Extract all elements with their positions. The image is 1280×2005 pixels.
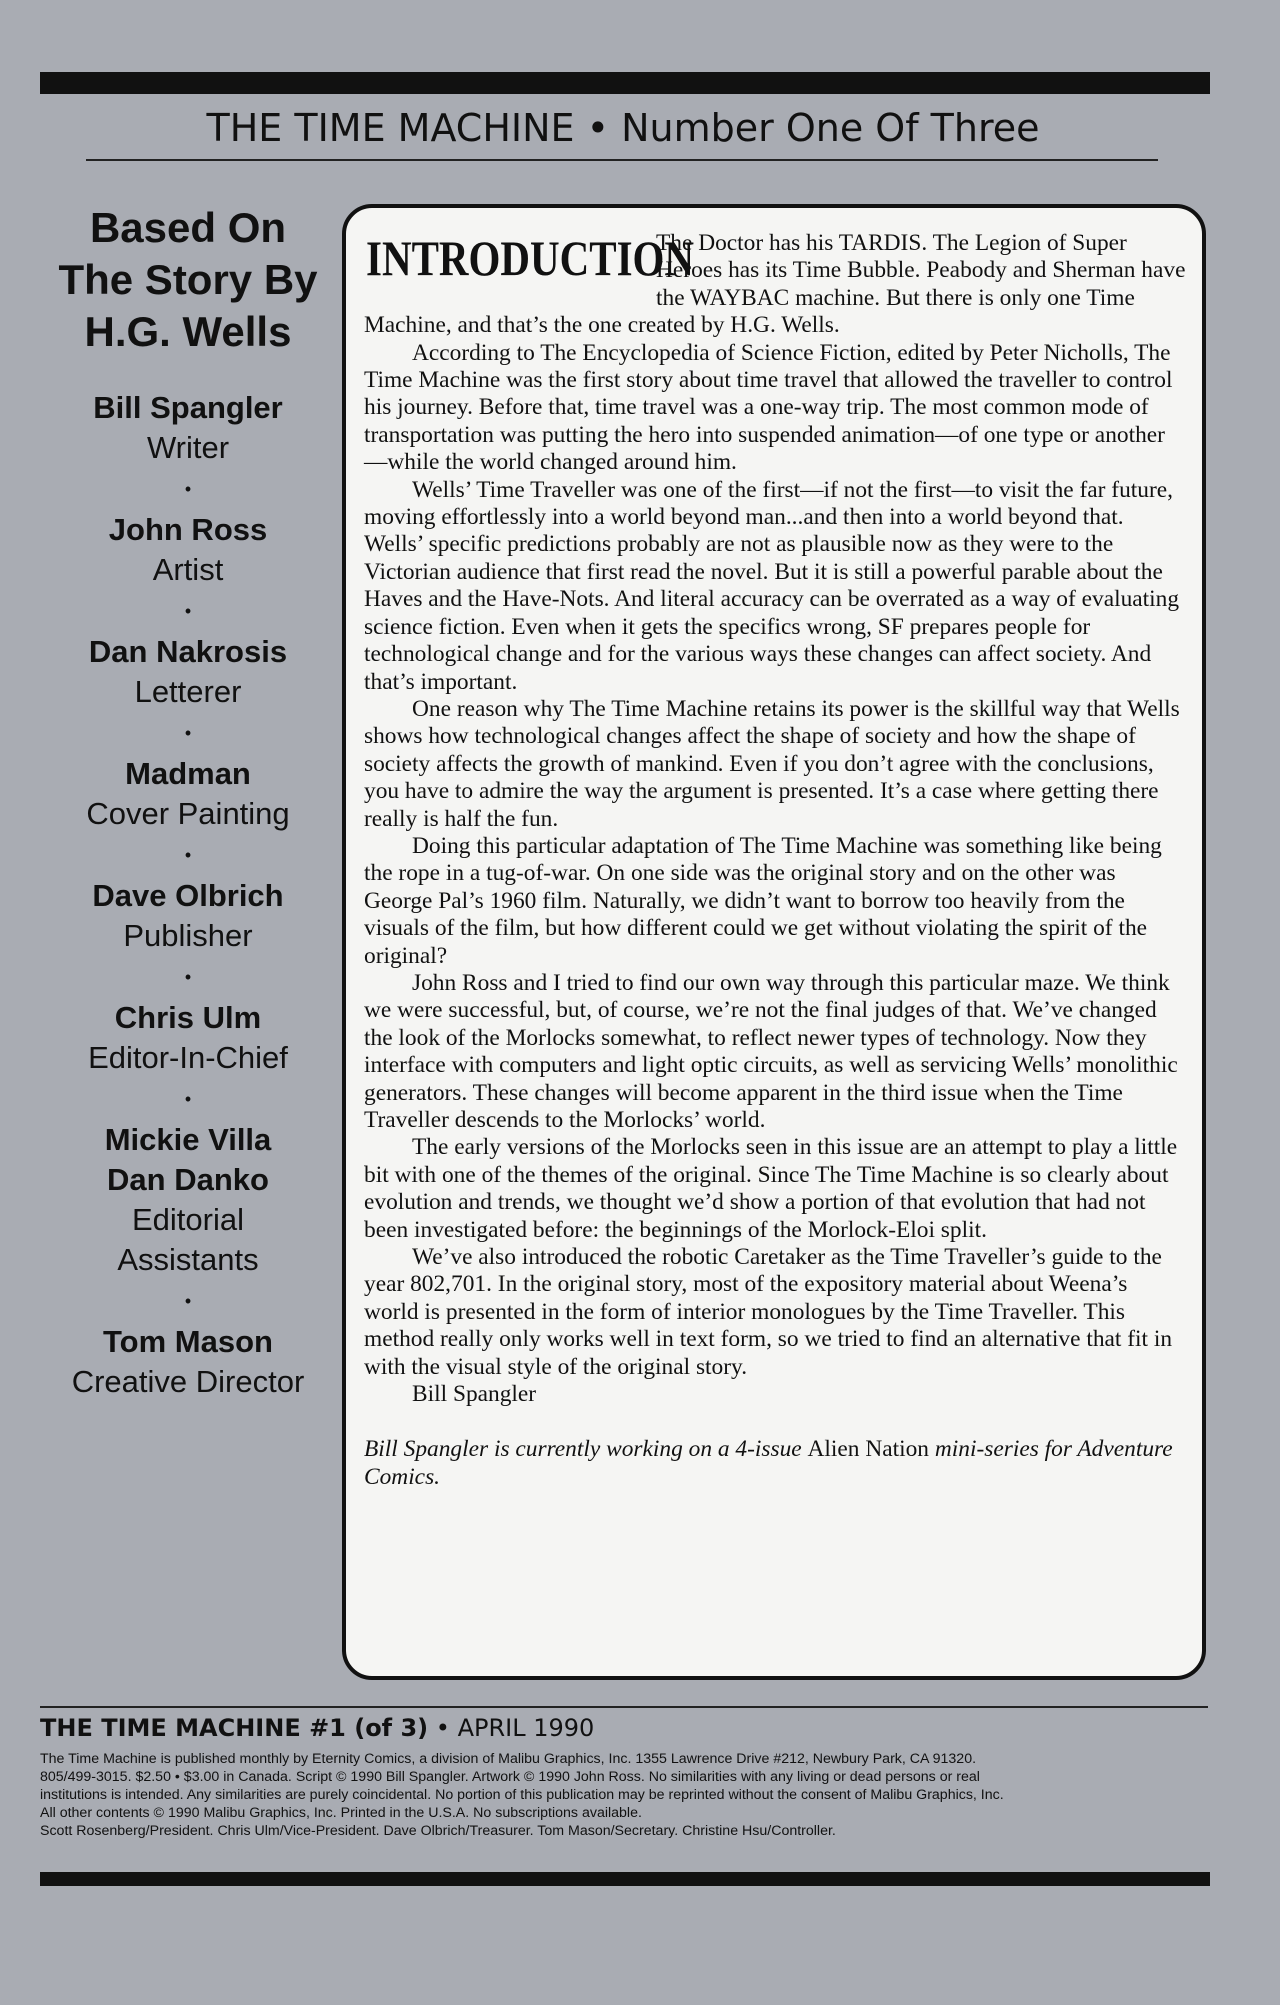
credit-entry xyxy=(38,876,338,956)
credit-name: Dan Nakrosis xyxy=(88,634,288,669)
credit-name: Tom Mason xyxy=(103,1324,273,1359)
credit-list xyxy=(38,388,338,1402)
intro-paragraph: Doing this particular adaptation of The Time Machine was something like being the rope in a tug-of-war. On one side was the original story and on the other was George Pal’s 1960 film. Naturally, we didn’t want to borrow too heavily from the visuals of the film, but how different could we get without violating the spirit of the original? xyxy=(364,832,1162,969)
top-bar xyxy=(40,72,1210,94)
credit-entry xyxy=(38,998,338,1078)
credit-role: Editorial xyxy=(132,1202,244,1237)
author-note xyxy=(364,1436,1186,1491)
based-on-line: Based On xyxy=(89,204,287,251)
header-divider xyxy=(86,159,1158,161)
bullet-separator: • xyxy=(184,1089,192,1109)
intro-paragraph: The early versions of the Morlocks seen in this issue are an attempt to play a little bit with one of the themes of the original. Since The Time Machine is so clearly about evolution and trends, we thought we’d show a portion of that evolution that had not been investigated before: the beginnings of the Morlock-Eloi split. xyxy=(364,1134,1178,1243)
credit-name: Dave Olbrich xyxy=(92,878,284,913)
credit-name: Chris Ulm xyxy=(114,1000,262,1035)
issue-name: THE TIME MACHINE #1 (of 3) xyxy=(40,1714,429,1742)
issue-date: • APRIL 1990 xyxy=(428,1714,595,1742)
credit-entry xyxy=(38,754,338,834)
credit-name: Dan Danko xyxy=(107,1162,269,1197)
credit-entry xyxy=(38,388,338,468)
series-title: Alien Nation xyxy=(807,1436,930,1463)
credit-role: Assistants xyxy=(117,1242,259,1277)
credit-role: Cover Painting xyxy=(86,796,290,831)
introduction-heading: INTRODUCTION xyxy=(366,230,695,286)
bullet-separator: • xyxy=(184,967,192,987)
credit-role: Artist xyxy=(152,552,224,587)
bullet-separator: • xyxy=(184,479,192,499)
bottom-bar xyxy=(40,1872,1210,1886)
credit-entry xyxy=(38,1120,338,1280)
bullet-separator: • xyxy=(184,723,192,743)
indicia-line: The Time Machine is published monthly by Eternity Comics, a division of Malibu Graphics, Inc. 1355 Lawrence Drive #212, Newbury Park, CA 91320. xyxy=(40,1751,977,1767)
indicia-line: 805/499-3015. $2.50 • $3.00 in Canada. Script © 1990 Bill Spangler. Artwork © 1990 John Ross. No similarities with any living or dead persons or real xyxy=(40,1769,980,1785)
based-on-line: The Story By xyxy=(58,256,318,303)
intro-paragraph: John Ross and I tried to find our own way through this particular maze. We think we were successful, but, of course, we’re not the final judges of that. We’ve changed the look of the Morlocks somewhat, to reflect newer types of technology. Now they interface with computers and light optic circuits, as well as servicing Wells’ monolithic generators. These changes will become apparent in the third issue when the Time Traveller descends to the Morlocks’ world. xyxy=(364,969,1178,1133)
credit-name: Bill Spangler xyxy=(93,390,283,425)
author-note-text: Bill Spangler is currently working on a 4-issue xyxy=(364,1436,802,1463)
intro-paragraph: According to The Encyclopedia of Science Fiction, edited by Peter Nicholls, The Time Machine was the first story about time travel that allowed the traveller to control his journey. Before that, time travel was a one-way trip. The most common mode of transportation was putting the hero into suspended animation—of one type or another—while the world changed around him. xyxy=(364,339,1173,476)
credits-column xyxy=(38,202,338,1402)
indicia-line: All other contents © 1990 Malibu Graphics, Inc. Printed in the U.S.A. No subscriptions available. xyxy=(40,1805,642,1821)
author-signature: Bill Spangler xyxy=(412,1381,537,1408)
author-note-text: mini-series for Adventure Comics. xyxy=(364,1436,1173,1490)
credit-role: Letterer xyxy=(134,674,242,709)
bullet-separator: • xyxy=(184,601,192,621)
credit-role: Publisher xyxy=(123,918,253,953)
credit-role: Writer xyxy=(146,430,230,465)
issue-title xyxy=(40,1714,594,1742)
credit-name: Mickie Villa xyxy=(104,1122,272,1157)
credit-entry xyxy=(38,632,338,712)
credit-name: Madman xyxy=(125,756,251,791)
intro-paragraph: Wells’ Time Traveller was one of the first—if not the first—to visit the far future, moving effortlessly into a world beyond man...and then into a world beyond that. Wells’ specific predictions probably are not as plausible now as they were to the Victorian audience that first read the novel. But it is still a powerful parable about the Haves and the Have-Nots. And literal accuracy can be overrated as a way of evaluating science fiction. Even when it gets the specifics wrong, SF prepares people for technological change and for the various ways these changes can affect society. And that’s important. xyxy=(364,476,1180,695)
credit-name: John Ross xyxy=(108,512,268,547)
intro-paragraph: The Doctor has his TARDIS. The Legion of Super Heroes has its Time Bubble. Peabody and Sherman have the WAYBAC machine. But there is only one Time Machine, and that’s the one created by H.G. Wells. xyxy=(364,230,1186,339)
based-on-heading xyxy=(38,202,338,358)
introduction-box xyxy=(342,204,1206,1680)
bullet-separator: • xyxy=(184,845,192,865)
based-on-line: H.G. Wells xyxy=(84,308,292,355)
indicia-line: Scott Rosenberg/President. Chris Ulm/Vice-President. Dave Olbrich/Treasurer. Tom Mason/Secretary. Christine Hsu/Controller. xyxy=(40,1823,836,1839)
credit-entry xyxy=(38,1322,338,1402)
credit-role: Editor-In-Chief xyxy=(88,1040,288,1075)
bullet-separator: • xyxy=(184,1291,192,1311)
indicia xyxy=(40,1750,1210,1840)
indicia-line: institutions is intended. Any similarities are purely coincidental. No portion of this publication may be reprinted without the consent of Malibu Graphics, Inc. xyxy=(40,1787,1004,1803)
page-title: THE TIME MACHINE • Number One Of Three xyxy=(206,106,1040,150)
intro-paragraph: We’ve also introduced the robotic Caretaker as the Time Traveller’s guide to the year 802,701. In the original story, most of the expository material about Weena’s world is presented in the form of interior monologues by the Time Traveller. This method really only works well in text form, so we tried to find an alternative that fit in with the visual style of the original story. xyxy=(364,1244,1173,1380)
credit-role: Creative Director xyxy=(71,1364,305,1399)
intro-paragraph: One reason why The Time Machine retains its power is the skillful way that Wells shows how technological changes affect the shape of society and how the shape of society affects the growth of mankind. Even if you don’t agree with the conclusions, you have to admire the way the argument is presented. It’s a case where getting there really is half the fun. xyxy=(364,695,1180,832)
credit-entry xyxy=(38,510,338,590)
footer-divider xyxy=(40,1706,1208,1708)
